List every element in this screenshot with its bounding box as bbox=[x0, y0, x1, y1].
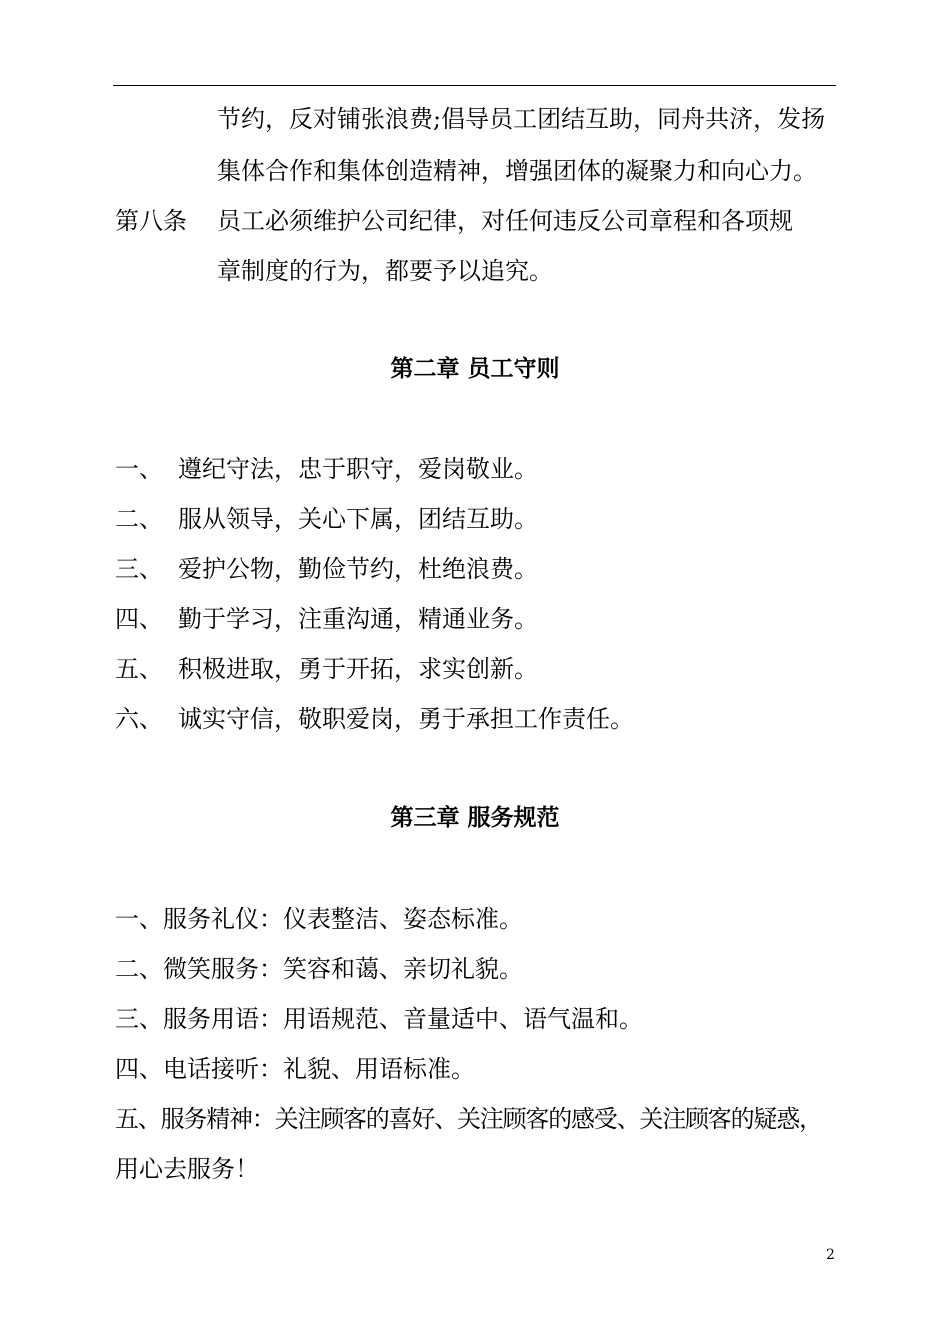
code-item-number: 六、 bbox=[115, 705, 163, 733]
code-item-text: 诚实守信，敬职爱岗，勇于承担工作责任。 bbox=[178, 705, 634, 733]
code-item-number: 三、 bbox=[115, 555, 163, 583]
code-item bbox=[115, 703, 634, 735]
code-item-number: 二、 bbox=[115, 505, 163, 533]
service-item: 三、服务用语：用语规范、音量适中、语气温和。 bbox=[115, 1005, 643, 1033]
code-item-number: 四、 bbox=[115, 605, 163, 633]
page-number: 2 bbox=[826, 1247, 835, 1263]
article-intro-line-2: 集体合作和集体创造精神，增强团体的凝聚力和向心力。 bbox=[217, 157, 817, 185]
code-item-text: 遵纪守法，忠于职守，爱岗敬业。 bbox=[178, 455, 538, 483]
service-item: 一、服务礼仪：仪表整洁、姿态标准。 bbox=[115, 905, 523, 933]
service-item: 四、电话接听：礼貌、用语标准。 bbox=[115, 1055, 475, 1083]
service-item-continuation: 用心去服务！ bbox=[115, 1155, 259, 1183]
code-item-number: 一、 bbox=[115, 455, 163, 483]
article-8-label: 第八条 bbox=[115, 207, 187, 235]
chapter-2-title: 第二章 员工守则 bbox=[390, 356, 560, 382]
article-intro-line-1: 节约，反对铺张浪费;倡导员工团结互助，同舟共济，发扬 bbox=[217, 105, 826, 133]
code-item bbox=[115, 503, 538, 535]
code-item-text: 积极进取，勇于开拓，求实创新。 bbox=[178, 655, 538, 683]
code-item-text: 爱护公物，勤俭节约，杜绝浪费。 bbox=[178, 555, 538, 583]
code-item bbox=[115, 603, 538, 635]
service-item: 二、微笑服务：笑容和蔼、亲切礼貌。 bbox=[115, 955, 523, 983]
code-item bbox=[115, 553, 538, 585]
code-item bbox=[115, 653, 538, 685]
code-item-text: 勤于学习，注重沟通，精通业务。 bbox=[178, 605, 538, 633]
article-8-line-1: 员工必须维护公司纪律，对任何违反公司章程和各项规 bbox=[217, 207, 793, 235]
header-rule bbox=[113, 85, 836, 86]
code-item bbox=[115, 453, 538, 485]
chapter-3-title: 第三章 服务规范 bbox=[390, 805, 560, 831]
article-8-line-2: 章制度的行为，都要予以追究。 bbox=[217, 257, 553, 285]
code-item-text: 服从领导，关心下属，团结互助。 bbox=[178, 505, 538, 533]
code-item-number: 五、 bbox=[115, 655, 163, 683]
service-item: 五、服务精神：关注顾客的喜好、关注顾客的感受、关注顾客的疑惑， bbox=[115, 1105, 822, 1133]
